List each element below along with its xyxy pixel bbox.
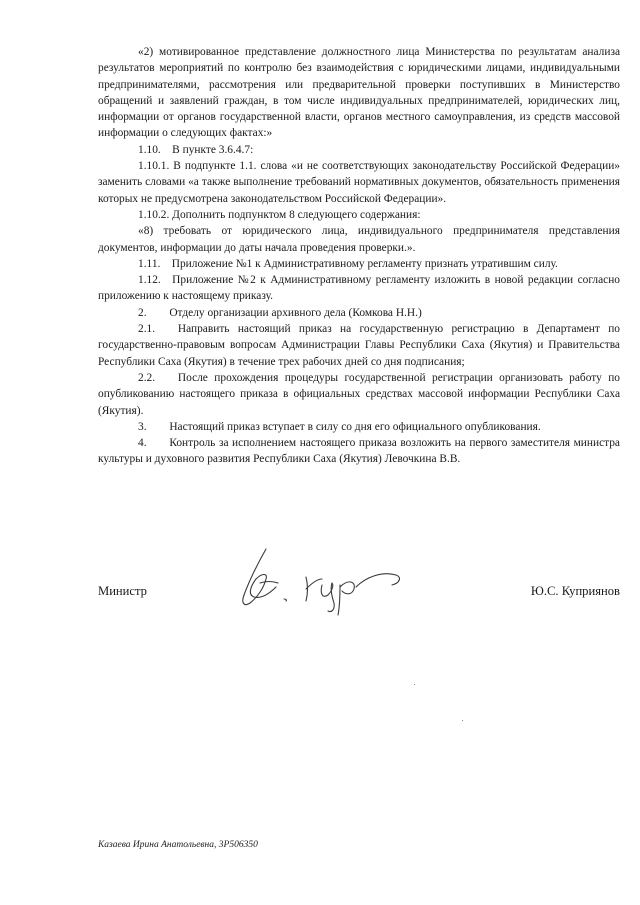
executor-note: Казаева Ирина Анатольевна, 3P506350 [98,840,258,850]
handwritten-signature [236,543,416,623]
signatory-name: Ю.С. Куприянов [530,584,620,598]
paragraph-1-10: 1.10. В пункте 3.6.4.7: [138,143,254,156]
paragraph-1-10-2: 1.10.2. Дополнить подпунктом 8 следующего содержания: [138,208,421,221]
paragraph-item-8: «8) требовать от юридического лица, индивидуального предпринимателя представления документов, информации до даты начала проведения проверки.». [98,225,620,254]
paragraph-1-10-1: 1.10.1. В подпункте 1.1. слова «и не соответствующих законодательству Российской Федерации» заменить словами «а также выполнение требований нормативных документов, обязательность применения которых не предусмотрена законодательством Российской Федерации». [98,160,620,205]
signature-block [98,584,620,608]
paragraph-2: 2. Отделу организации архивного дела (Комкова Н.Н.) [138,306,422,319]
scan-speck [414,684,415,685]
paragraph-2-2: 2.2. После прохождения процедуры государственной регистрации организовать работу по опубликованию настоящего приказа в официальных средствах массовой информации Республики Саха (Якутия). [98,371,620,417]
paragraph-2-1: 2.1. Направить настоящий приказ на государственную регистрацию в Департамент по государственно-правовым вопросам Администрации Главы Республики Саха (Якутия) и Правительства Республики Саха (Якутия) в течение трех рабочих дней со дня подписания; [98,323,620,368]
paragraph-4: 4. Контроль за исполнением настоящего приказа возложить на первого заместителя министра культуры и духовного развития Республики Саха (Якутия) Левочкина В.В. [98,437,620,466]
paragraph-motivated-representation: «2) мотивированное представление должностного лица Министерства по результатам анализа результатов мероприятий по контролю без взаимодействия с юридическими лицами, индивидуальными предпринимателями, рассмотрения или предварительной проверки поступивших в Министерство обращений и заявлений граждан, в том числе индивидуальных предпринимателей, юридических лиц, информации от органов государственной власти, органов местного самоуправления, из средств массовой информации о следующих фактах:» [98,46,620,140]
paragraph-3: 3. Настоящий приказ вступает в силу со дня его официального опубликования. [138,420,541,433]
document-body [98,44,620,468]
signatory-title: Министр [98,584,147,598]
scan-speck [462,720,463,721]
paragraph-1-12: 1.12. Приложение №2 к Административному регламенту изложить в новой редакции согласно приложению к настоящему приказу. [98,274,620,303]
paragraph-1-11: 1.11. Приложение №1 к Административному регламенту признать утратившим силу. [138,257,558,270]
